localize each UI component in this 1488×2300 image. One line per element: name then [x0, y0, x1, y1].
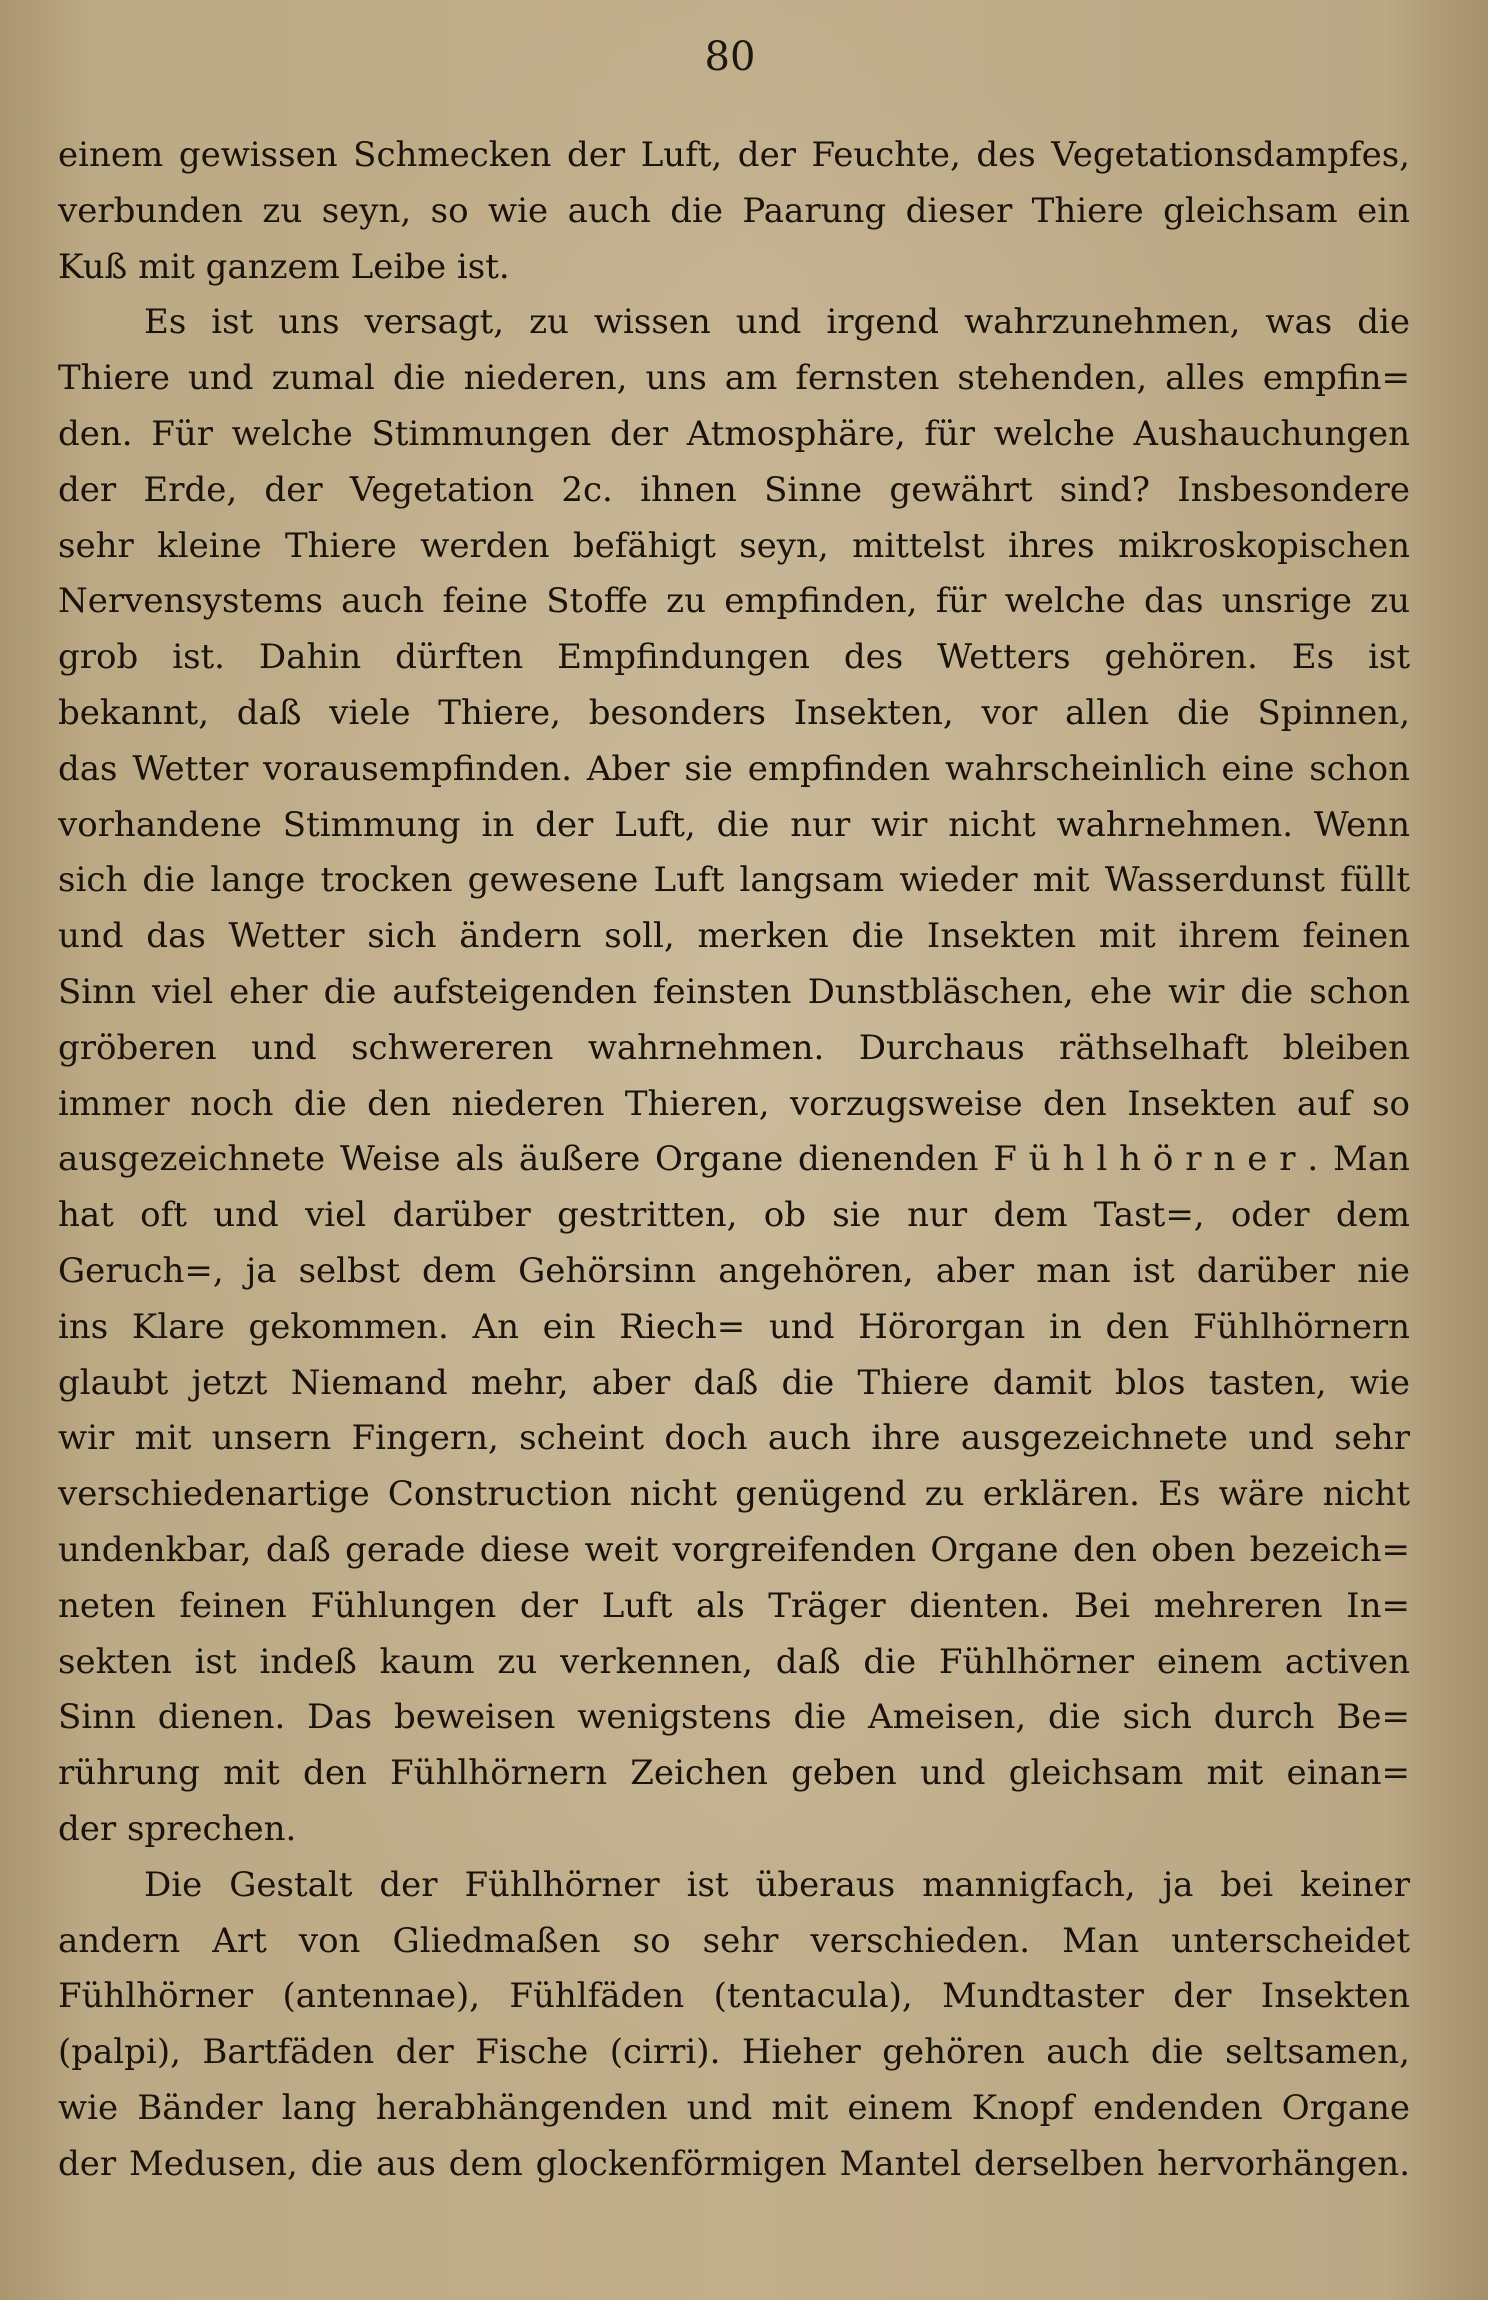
text-line: der Erde, der Vegetation 2c. ihnen Sinne gewährt sind? Insbesondere — [58, 469, 1410, 510]
text-line: grob ist. Dahin dürften Empfindungen des Wetters gehören. Es ist — [58, 637, 1410, 678]
text-line: immer noch die den niederen Thieren, vorzugsweise den Insekten auf so — [58, 1083, 1410, 1124]
text-line: das Wetter vorausempfinden. Aber sie empfinden wahrscheinlich eine schon — [58, 748, 1410, 789]
text-line: ausgezeichnete Weise als äußere Organe dienenden Fühlhörner. Man — [58, 1139, 1410, 1180]
text-line: den. Für welche Stimmungen der Atmosphäre, für welche Aushauchungen — [58, 413, 1410, 454]
text-line: Thiere und zumal die niederen, uns am fernsten stehenden, alles empfin= — [58, 358, 1410, 399]
text-line: undenkbar, daß gerade diese weit vorgreifenden Organe den oben bezeich= — [58, 1529, 1410, 1570]
text-line: wir mit unsern Fingern, scheint doch auch ihre ausgezeichnete und sehr — [58, 1418, 1410, 1459]
text-line: Kuß mit ganzem Leibe ist. — [58, 246, 510, 287]
body-text — [58, 128, 1410, 2192]
paragraph — [58, 295, 1410, 1857]
text-line: Es ist uns versagt, zu wissen und irgend wahrzunehmen, was die — [144, 302, 1410, 343]
text-line: wie Bänder lang herabhängenden und mit einem Knopf endenden Organe — [58, 2087, 1410, 2128]
text-line: verschiedenartige Construction nicht genügend zu erklären. Es wäre nicht — [58, 1474, 1410, 1515]
text-line: der sprechen. — [58, 1808, 297, 1849]
text-line: und das Wetter sich ändern soll, merken die Insekten mit ihrem feinen — [58, 916, 1410, 957]
text-line: sekten ist indeß kaum zu verkennen, daß die Fühlhörner einem activen — [58, 1641, 1410, 1682]
text-line: (palpi), Bartfäden der Fische (cirri). Hieher gehören auch die seltsamen, — [58, 2032, 1410, 2073]
text-line: gröberen und schwereren wahrnehmen. Durchaus räthselhaft bleiben — [58, 1027, 1410, 1068]
text-line: Fühlhörner (antennae), Fühlfäden (tentacula), Mundtaster der Insekten — [58, 1976, 1410, 2017]
text-line: Sinn dienen. Das beweisen wenigstens die Ameisen, die sich durch Be= — [58, 1697, 1410, 1738]
paragraph — [58, 1858, 1410, 2193]
text-line: Nervensystems auch feine Stoffe zu empfinden, für welche das unsrige zu — [58, 581, 1410, 622]
text-line: neten feinen Fühlungen der Luft als Träger dienten. Bei mehreren In= — [58, 1585, 1410, 1626]
text-line: verbunden zu seyn, so wie auch die Paarung dieser Thiere gleichsam ein — [58, 190, 1410, 231]
text-line: der Medusen, die aus dem glockenförmigen Mantel derselben hervorhängen. — [58, 2143, 1410, 2184]
text-line: hat oft und viel darüber gestritten, ob sie nur dem Tast=, oder dem — [58, 1195, 1410, 1236]
text-line: andern Art von Gliedmaßen so sehr verschieden. Man unterscheidet — [58, 1920, 1410, 1961]
emphasized-word: Fühlhörner — [993, 1139, 1308, 1180]
text-line: ins Klare gekommen. An ein Riech= und Hörorgan in den Fühlhörnern — [58, 1306, 1410, 1347]
text-line: Die Gestalt der Fühlhörner ist überaus mannigfach, ja bei keiner — [144, 1864, 1410, 1905]
text-line: glaubt jetzt Niemand mehr, aber daß die Thiere damit blos tasten, wie — [58, 1362, 1410, 1403]
text-line: vorhandene Stimmung in der Luft, die nur wir nicht wahrnehmen. Wenn — [58, 804, 1410, 845]
page-number: 80 — [704, 34, 756, 80]
text-line: rührung mit den Fühlhörnern Zeichen geben und gleichsam mit einan= — [58, 1753, 1410, 1794]
text-line: Geruch=, ja selbst dem Gehörsinn angehören, aber man ist darüber nie — [58, 1250, 1410, 1291]
paragraph — [58, 128, 1410, 295]
text-line: sehr kleine Thiere werden befähigt seyn, mittelst ihres mikroskopischen — [58, 525, 1410, 566]
text-line: Sinn viel eher die aufsteigenden feinsten Dunstbläschen, ehe wir die schon — [58, 971, 1410, 1012]
text-line: bekannt, daß viele Thiere, besonders Insekten, vor allen die Spinnen, — [58, 692, 1410, 733]
text-line: einem gewissen Schmecken der Luft, der Feuchte, des Vegetationsdampfes, — [58, 135, 1410, 175]
text-line: sich die lange trocken gewesene Luft langsam wieder mit Wasserdunst füllt — [58, 860, 1410, 901]
